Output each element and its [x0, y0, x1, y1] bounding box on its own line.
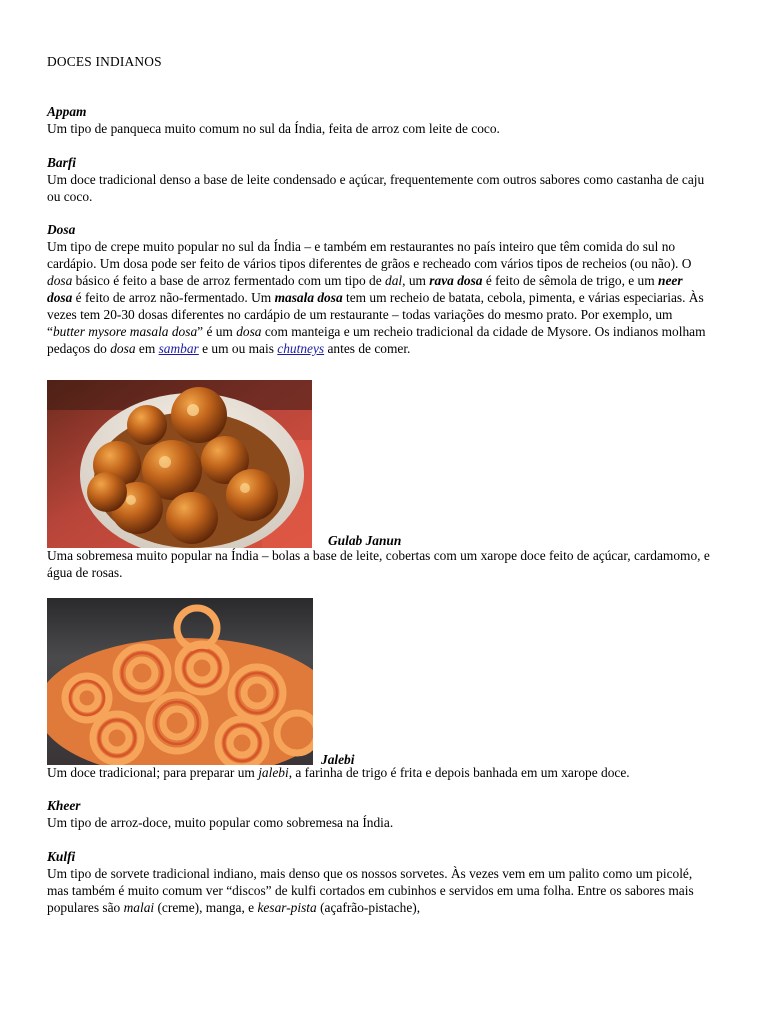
document-title: DOCES INDIANOS [47, 54, 162, 69]
gulab-jamun-caption: Gulab Janun [328, 532, 402, 548]
entry-text-barfi: Um doce tradicional denso a base de leite condensado e açúcar, frequentemente com outros sabores como castanha de caju ou coco. [47, 171, 705, 204]
link-chutneys[interactable]: chutneys [277, 340, 325, 356]
entry-title-kulfi: Kulfi [47, 849, 76, 865]
entry-text-kulfi: Um tipo de sorvete tradicional indiano, mais denso que os nossos sorvetes. Às vezes vem em um palito como um picolé, mas também é muito comum ver “discos” de kulfi cortados em cubinhos e servidos em uma folha. Entre os sabores mais populares são malai (creme), manga, e kesar-pista (açafrão-pistache), [47, 866, 694, 915]
document-page [47, 54, 711, 917]
entry-text-gulab: Uma sobremesa muito popular na Índia – bolas a base de leite, cobertas com um xarope doce feito de açúcar, cardamomo, e água de rosas. [47, 547, 710, 580]
jalebi-caption: Jalebi [321, 751, 355, 767]
entry-title-barfi: Barfi [47, 154, 77, 170]
gulab-jamun-photo [47, 380, 312, 548]
entry-text-jalebi: Um doce tradicional; para preparar um jalebi, a farinha de trigo é frita e depois banhada em um xarope doce. [47, 764, 630, 780]
entry-text-appam: Um tipo de panqueca muito comum no sul da Índia, feita de arroz com leite de coco. [47, 120, 500, 136]
gulab-image-row [47, 380, 711, 548]
entry-text-kheer: Um tipo de arroz-doce, muito popular como sobremesa na Índia. [47, 815, 394, 831]
entry-title-appam: Appam [47, 103, 87, 119]
jalebi-image-row [47, 598, 711, 765]
entry-title-dosa: Dosa [47, 222, 76, 238]
jalebi-photo [47, 598, 313, 765]
entry-title-kheer: Kheer [47, 798, 81, 814]
link-sambar[interactable]: sambar [158, 340, 199, 356]
entry-text-dosa: Um tipo de crepe muito popular no sul da Índia – e também em restaurantes no país inteiro que têm comida do sul no cardápio. Um dosa pode ser feito de vários tipos diferentes de grãos e recheado com vários tipos de recheios (ou não). O dosa básico é feito a base de arroz fermentado com um tipo de dal, um rava dosa é feito de sêmola de trigo, e um neer dosa é feito de arroz não-fermentado. Um masala dosa tem um recheio de batata, cebola, pimenta, e várias especiarias. Às vezes tem 20-30 dosas diferentes no cardápio de um restaurante – todas variações do mesmo prato. Por exemplo, um “butter mysore masala dosa” é um dosa com manteiga e um recheio tradicional da cidade de Mysore. Os indianos molham pedaços do dosa em sambar e um ou mais chutneys antes de comer. [47, 239, 706, 356]
